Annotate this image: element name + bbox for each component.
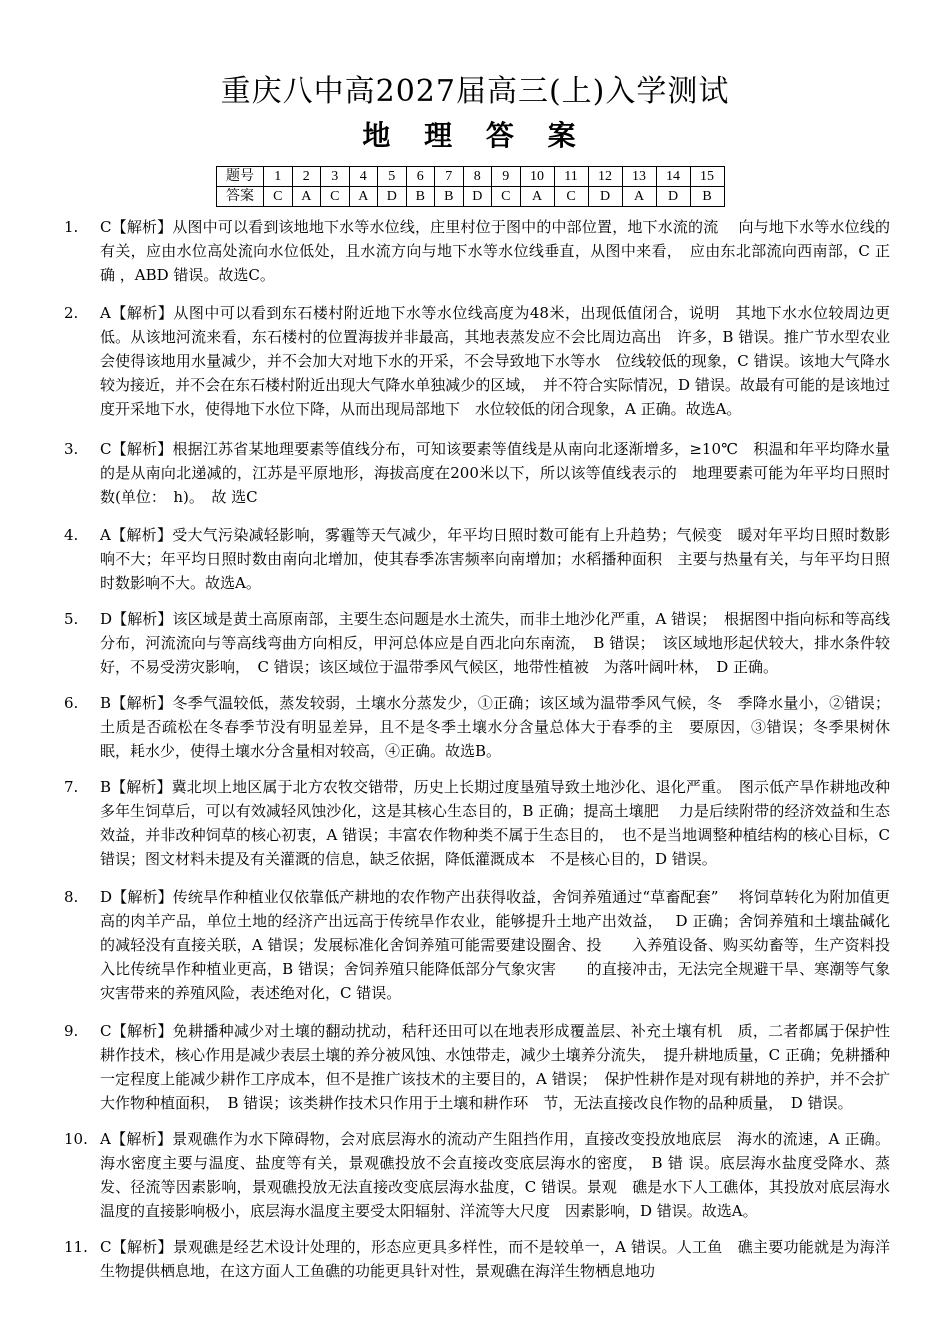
answer-cell: D (378, 187, 407, 207)
item-text: B【解析】冬季气温较低，蒸发较弱，土壤水分蒸发少，①正确；该区域为温带季风气候，冬 季降水量小，②错误；土质是否疏松在冬春季节没有明显差异，且不是冬季土壤水分含量总体大于春季的主 要原因，③错误；冬季果树休眠，耗水少，使得土壤水分含量相对较高，④正确。故选B。 (100, 694, 890, 760)
answer-cell: B (435, 187, 464, 207)
list-item (0, 691, 950, 763)
item-text: C【解析】根据江苏省某地理要素等值线分布，可知该要素等值线是从南向北逐渐增多，≥10℃ 积温和年平均降水量的是从南向北递减的，江苏是平原地形，海拔高度在200米以下，所以该等值线表示的 地理要素可能为年平均日照时数(单位： h)。 故 选C (100, 440, 890, 506)
list-item (0, 1019, 950, 1115)
item-text: A【解析】从图中可以看到东石楼村附近地下水等水位线高度为48米，出现低值闭合，说明 其地下水水位较周边更低。从该地河流来看，东石楼村的位置海拔并非最高，其地表蒸发应不会比周边高出 许多，B 错误。推广节水型农业会使得该地用水量减少，并不会加大对地下水的开采，不会导致地下水等水 位线较低的现象，C 错误。该地大气降水较为接近，并不会在东石楼村附近出现大气降水单独减少的区域， 并不符合实际情况，D 错误。故最有可能的是该地过度开采地下水，使得地下水位下降，从而出现局部地下 水位较低的闭合现象，A 正确。故选A。 (100, 304, 890, 418)
list-item (0, 775, 950, 871)
list-item (0, 1127, 950, 1223)
answer-cell: A (622, 187, 656, 207)
item-text: C【解析】从图中可以看到该地地下水等水位线，庄里村位于图中的中部位置，地下水流的流 向与地下水等水位线的有关，应由水位高处流向水位低处，且水流方向与地下水等水位线垂直，从图中来看， 应由东北部流向西南部，C 正 确 ，ABD 错误。故选C。 (100, 218, 890, 284)
page-subtitle: 地 理 答 案 (362, 119, 588, 152)
question-number-cell: 7 (435, 167, 464, 187)
table-row-answers (217, 187, 725, 207)
answer-explanations (0, 215, 950, 1283)
list-item (0, 437, 950, 509)
answer-cell: B (690, 187, 724, 207)
answer-cell: A (520, 187, 554, 207)
question-number-cell: 13 (622, 167, 656, 187)
question-number-cell: 14 (656, 167, 690, 187)
table-row-numbers (217, 167, 725, 187)
answer-table (216, 166, 725, 207)
question-number-cell: 4 (349, 167, 378, 187)
item-text: A【解析】景观礁作为水下障碍物，会对底层海水的流动产生阻挡作用，直接改变投放地底层 海水的流速，A 正确。海水密度主要与温度、盐度等有关，景观礁投放不会直接改变底层海水的密度， B 错 误。底层海水盐度受降水、蒸发、径流等因素影响，景观礁投放无法直接改变底层海水盐度，C 错误。景观 礁是水下人工礁体，其投放对底层海水温度的直接影响极小，底层海水温度主要受太阳辐射、洋流等大尺度 因素影响，D 错误。故选A。 (100, 1130, 890, 1220)
question-number-cell: 5 (378, 167, 407, 187)
question-number-cell: 10 (520, 167, 554, 187)
item-text: C【解析】景观礁是经艺术设计处理的，形态应更具多样性，而不是较单一，A 错误。人工鱼 礁主要功能就是为海洋生物提供栖息地，在这方面人工鱼礁的功能更具针对性，景观礁在海洋生物栖息地功 (100, 1238, 890, 1280)
item-number: 7. (64, 778, 79, 796)
item-number: 4. (64, 526, 79, 544)
item-number: 9. (64, 1022, 79, 1040)
list-item (0, 523, 950, 595)
item-number: 6. (64, 694, 79, 712)
list-item (0, 885, 950, 1005)
question-number-cell: 1 (264, 167, 293, 187)
question-number-cell: 9 (492, 167, 521, 187)
list-item (0, 1235, 950, 1283)
question-number-cell: 11 (554, 167, 588, 187)
question-number-cell: 15 (690, 167, 724, 187)
question-number-cell: 6 (406, 167, 435, 187)
item-number: 8. (64, 888, 79, 906)
item-number: 1. (64, 218, 79, 236)
list-item (0, 607, 950, 679)
answer-cell: D (656, 187, 690, 207)
answer-cell: D (463, 187, 492, 207)
question-number-cell: 3 (321, 167, 350, 187)
list-item (0, 215, 950, 287)
item-number: 10. (64, 1130, 88, 1148)
item-text: A【解析】受大气污染减轻影响，雾霾等天气减少，年平均日照时数可能有上升趋势；气候变 暖对年平均日照时数影响不大；年平均日照时数由南向北增加，使其春季冻害频率向南增加；水稻播种面积 主要与热量有关，与年平均日照时数影响不大。故选A。 (100, 526, 890, 592)
item-number: 5. (64, 610, 79, 628)
answer-cell: C (264, 187, 293, 207)
item-text: D【解析】该区域是黄土高原南部，主要生态问题是水土流失，而非土地沙化严重，A 错误； 根据图中指向标和等高线分布，河流流向与等高线弯曲方向相反，甲河总体应是自西北向东南流， B 错误； 该区域地形起伏较大，排水条件较好，不易受涝灾影响， C 错误；该区域位于温带季风气候区，地带性植被 为落叶阔叶林， D 正确。 (100, 610, 890, 676)
list-item (0, 301, 950, 421)
item-text: C【解析】免耕播种减少对土壤的翻动扰动，秸秆还田可以在地表形成覆盖层、补充土壤有机 质，二者都属于保护性耕作技术，核心作用是减少表层土壤的养分被风蚀、水蚀带走，减少土壤养分流失， 提升耕地质量，C 正确；免耕播种一定程度上能减少耕作工序成本，但不是推广该技术的主要目的，A 错误； 保护性耕作是对现有耕地的养护，并不会扩大作物种植面积， B 错误；该类耕作技术只作用于土壤和耕作环 节，无法直接改良作物的品种质量， D 错误。 (100, 1022, 890, 1112)
answer-cell: D (588, 187, 622, 207)
row-label-answers: 答案 (217, 187, 264, 207)
item-text: B【解析】冀北坝上地区属于北方农牧交错带，历史上长期过度垦殖导致土地沙化、退化严重。 图示低产旱作耕地改种多年生饲草后，可以有效减轻风蚀沙化，这是其核心生态目的，B 正确；提高土壤肥 力是后续附带的经济效益和生态效益，并非改种饲草的核心初衷，A 错误；丰富农作物种类不属于生态目的， 也不是当地调整种植结构的核心目标，C 错误；图文材料未提及有关灌溉的信息，缺乏依据，降低灌溉成本 不是核心目的，D 错误。 (100, 778, 890, 868)
item-number: 11. (64, 1238, 88, 1256)
row-label-numbers: 题号 (217, 167, 264, 187)
answer-cell: B (406, 187, 435, 207)
answer-cell: C (492, 187, 521, 207)
answer-cell: C (321, 187, 350, 207)
item-number: 3. (64, 440, 79, 458)
answer-cell: A (292, 187, 321, 207)
item-text: D【解析】传统旱作种植业仅依靠低产耕地的农作物产出获得收益，舍饲养殖通过“草畜配套” 将饲草转化为附加值更高的肉羊产品，单位土地的经济产出远高于传统旱作农业，能够提升土地产出效益， D 正确；舍饲养殖和土壤盐碱化的减轻没有直接关联，A 错误；发展标准化舍饲养殖可能需要建设圈舍、投 入养殖设备、购买幼畜等，生产资料投入比传统旱作种植业更高，B 错误；舍饲养殖只能降低部分气象灾害 的直接冲击，无法完全规避干旱、寒潮等气象灾害带来的养殖风险，表述绝对化，C 错误。 (100, 888, 890, 1002)
answer-cell: C (554, 187, 588, 207)
question-number-cell: 12 (588, 167, 622, 187)
question-number-cell: 2 (292, 167, 321, 187)
item-number: 2. (64, 304, 79, 322)
answer-cell: A (349, 187, 378, 207)
page-title: 重庆八中高2027届高三(上)入学测试 (220, 74, 730, 109)
question-number-cell: 8 (463, 167, 492, 187)
